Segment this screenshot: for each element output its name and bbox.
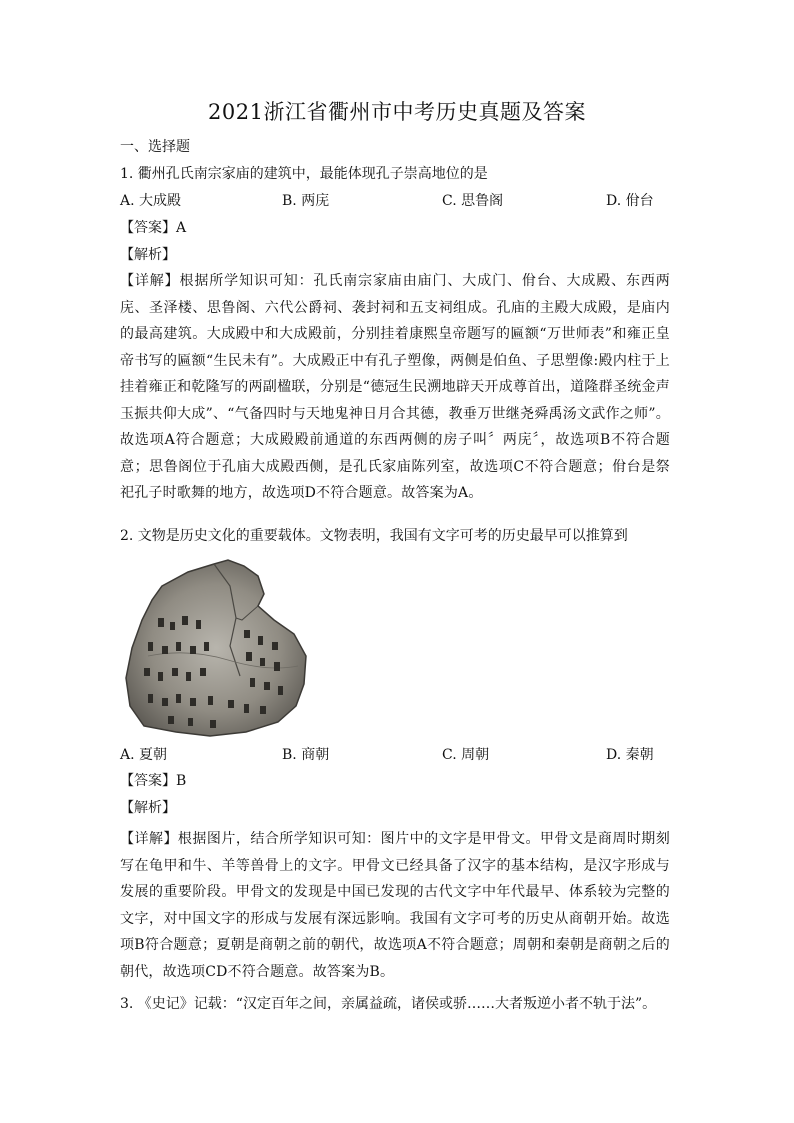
section-heading: 一、选择题: [120, 139, 190, 155]
oracle-bone-image: [118, 556, 314, 742]
page-title: 2021浙江省衢州市中考历史真题及答案: [208, 100, 586, 124]
q1-option-d: D. 佾台: [606, 193, 654, 209]
q1-options: [120, 191, 670, 211]
q2-option-c: C. 周朝: [442, 747, 490, 763]
q1-stem: 1. 衢州孔氏南宗家庙的建筑中，最能体现孔子崇高地位的是: [120, 166, 488, 182]
q2-option-d: D. 秦朝: [606, 747, 654, 763]
q2-option-b: B. 商朝: [282, 747, 330, 763]
q2-options: [120, 745, 670, 765]
q1-option-c: C. 思鲁阁: [442, 193, 504, 209]
q1-option-a: A. 大成殿: [120, 193, 182, 209]
q2-detail: 【详解】根据图片，结合所学知识可知：图片中的文字是甲骨文。甲骨文是商周时期刻写在龟甲和牛、羊等兽骨上的文字。甲骨文已经具备了汉字的基本结构，是汉字形成与发展的重要阶段。甲骨文的发现是中国已发现的古代文字中年代最早、体系较为完整的文字，对中国文字的形成与发展有深远影响。我国有文字可考的历史从商朝开始。故选项B符合题意；夏朝是商朝之前的朝代，故选项A不符合题意；周朝和秦朝是商朝之后的朝代，故选项CD不符合题意。故答案为B。: [120, 831, 670, 980]
q1-detail: 【详解】根据所学知识可知：孔氏南宗家庙由庙门、大成门、佾台、大成殿、东西两庑、圣泽楼、思鲁阁、六代公爵祠、袭封祠和五支祠组成。孔庙的主殿大成殿，是庙内的最高建筑。大成殿中和大成殿前，分别挂着康熙皇帝题写的匾额“万世师表”和雍正皇帝书写的匾额“生民未有”。大成殿正中有孔子塑像，两侧是伯鱼、子思塑像:殿内柱于上挂着雍正和乾隆写的两副楹联，分别是“德冠生民溯地辟天开成尊首出，道隆群圣统金声玉振共仰大成”、“气备四时与天地鬼神日月合其德，教垂万世继尧舜禹汤文武作之师”。故选项A符合题意；大成殿殿前通道的东西两侧的房子叫〞两庑〞，故选项B不符合题意；思鲁阁位于孔庙大成殿西侧，是孔氏家庙陈列室，故选项C不符合题意；佾台是祭祀孔子时歌舞的地方，故选项D不符合题意。故答案为A。: [120, 273, 670, 501]
q2-answer: 【答案】B: [120, 773, 187, 789]
q2-stem: 2. 文物是历史文化的重要载体。文物表明，我国有文字可考的历史最早可以推算到: [120, 528, 628, 544]
q2-analysis-label: 【解析】: [120, 800, 176, 816]
q3-stem: 3. 《史记》记载：“汉定百年之间，亲属益疏，诸侯或骄……大者叛逆小者不轨于法”。: [120, 996, 657, 1012]
q1-answer: 【答案】A: [120, 220, 187, 236]
q1-option-b: B. 两庑: [282, 193, 330, 209]
q1-analysis-label: 【解析】: [120, 247, 176, 263]
q2-option-a: A. 夏朝: [120, 747, 168, 763]
